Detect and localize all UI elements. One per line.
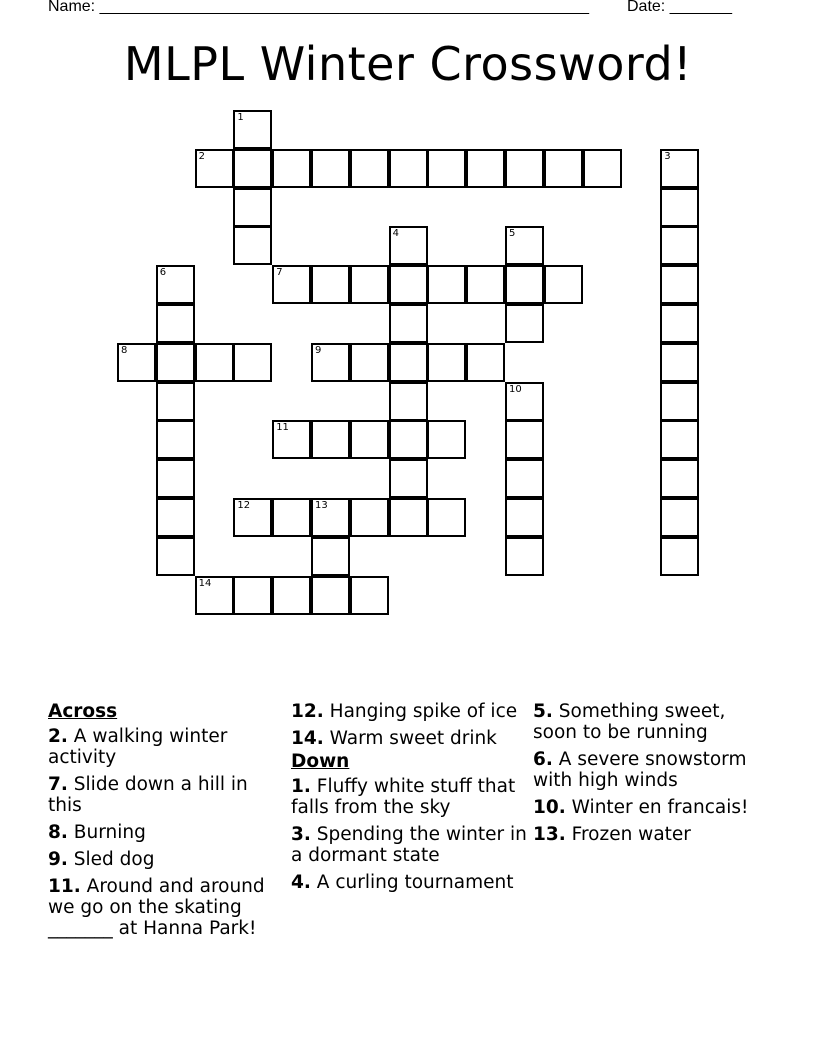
- clue-down-1: [291, 776, 527, 818]
- grid-cell[interactable]: [660, 459, 699, 498]
- grid-cell[interactable]: [505, 226, 544, 265]
- clue-text: A walking winter activity: [48, 726, 228, 768]
- clue-text: Winter en francais!: [571, 797, 749, 818]
- grid-cell[interactable]: [505, 382, 544, 421]
- clue-text: A severe snowstorm with high winds: [533, 749, 747, 791]
- grid-cell[interactable]: [233, 110, 272, 149]
- grid-cell[interactable]: [156, 459, 195, 498]
- grid-cell[interactable]: [311, 420, 350, 459]
- grid-cell[interactable]: [350, 420, 389, 459]
- grid-cell[interactable]: [272, 420, 311, 459]
- clue-number: 3.: [291, 824, 311, 845]
- clue-number: 8.: [48, 822, 68, 843]
- clue-number: 9.: [48, 849, 68, 870]
- grid-cell[interactable]: [233, 149, 272, 188]
- cell-number: 7: [276, 267, 283, 279]
- clue-text: Slide down a hill in this: [48, 774, 248, 816]
- cell-number: 1: [237, 112, 244, 123]
- grid-cell[interactable]: [389, 226, 428, 265]
- grid-cell[interactable]: [350, 498, 389, 537]
- clue-across-8: [48, 822, 284, 843]
- clue-text: Warm sweet drink: [329, 728, 497, 749]
- grid-cell[interactable]: [156, 343, 195, 382]
- clue-down-13: [533, 824, 769, 845]
- grid-cell[interactable]: [350, 149, 389, 188]
- grid-cell[interactable]: [311, 149, 350, 188]
- grid-cell[interactable]: [272, 265, 311, 304]
- grid-cell[interactable]: [660, 498, 699, 537]
- grid-cell[interactable]: [233, 576, 272, 615]
- grid-cell[interactable]: [660, 420, 699, 459]
- grid-cell[interactable]: [195, 576, 234, 615]
- grid-cell[interactable]: [544, 149, 583, 188]
- grid-cell[interactable]: [466, 265, 505, 304]
- clue-text: Frozen water: [571, 824, 691, 845]
- grid-cell[interactable]: [233, 343, 272, 382]
- date-field[interactable]: Date: _______: [627, 0, 732, 15]
- clue-text: Fluffy white stuff that falls from the sky: [291, 776, 516, 818]
- grid-cell[interactable]: [156, 265, 195, 304]
- clue-number: 10.: [533, 797, 566, 818]
- grid-cell[interactable]: [544, 265, 583, 304]
- grid-cell[interactable]: [660, 149, 699, 188]
- grid-cell[interactable]: [660, 382, 699, 421]
- clue-down-4: [291, 872, 527, 893]
- across-heading: Across: [48, 701, 118, 722]
- cell-number: 5: [509, 228, 516, 240]
- clue-text: Burning: [73, 822, 146, 843]
- grid-cell[interactable]: [427, 265, 466, 304]
- grid-cell[interactable]: [427, 420, 466, 459]
- clues-column-1: [48, 701, 284, 945]
- grid-cell[interactable]: [660, 343, 699, 382]
- grid-cell[interactable]: [389, 265, 428, 304]
- clue-number: 11.: [48, 876, 81, 897]
- clue-text: Spending the winter in a dormant state: [291, 824, 527, 866]
- grid-cell[interactable]: [156, 420, 195, 459]
- grid-cell[interactable]: [505, 265, 544, 304]
- clue-number: 6.: [533, 749, 553, 770]
- page-title: MLPL Winter Crossword!: [123, 37, 693, 91]
- cell-number: 10: [509, 383, 522, 395]
- cell-number: 8: [121, 344, 128, 356]
- cell-number: 6: [159, 267, 167, 279]
- clue-number: 4.: [291, 872, 311, 893]
- grid-cell[interactable]: [350, 343, 389, 382]
- grid-cell[interactable]: [427, 149, 466, 188]
- grid-cell[interactable]: [660, 226, 699, 265]
- cell-number: 4: [392, 228, 399, 240]
- grid-cell[interactable]: [389, 343, 428, 382]
- grid-cell[interactable]: [311, 265, 350, 304]
- grid-cell[interactable]: [389, 498, 428, 537]
- clue-across-14: [291, 728, 527, 749]
- grid-cell[interactable]: [505, 420, 544, 459]
- grid-cell[interactable]: [156, 304, 195, 343]
- grid-cell[interactable]: [156, 498, 195, 537]
- clue-across-12: [291, 701, 527, 722]
- grid-cell[interactable]: [311, 498, 350, 537]
- clue-number: 13.: [533, 824, 566, 845]
- cell-number: 3: [664, 150, 671, 162]
- clue-down-3: [291, 824, 527, 866]
- clue-number: 2.: [48, 726, 68, 747]
- grid-cell[interactable]: [156, 382, 195, 421]
- grid-cell[interactable]: [195, 343, 234, 382]
- name-field[interactable]: Name: _______________________________________________________: [48, 0, 589, 15]
- grid-cell[interactable]: [389, 420, 428, 459]
- grid-cell[interactable]: [272, 149, 311, 188]
- grid-cell[interactable]: [117, 343, 156, 382]
- clue-down-5: [533, 701, 769, 743]
- clue-text: Something sweet, soon to be running: [533, 701, 726, 743]
- grid-cell[interactable]: [466, 343, 505, 382]
- clue-number: 12.: [291, 701, 324, 722]
- grid-cell[interactable]: [233, 188, 272, 227]
- grid-cell[interactable]: [311, 343, 350, 382]
- grid-cell[interactable]: [505, 537, 544, 576]
- clue-text: A curling tournament: [316, 872, 514, 893]
- grid-cell[interactable]: [272, 576, 311, 615]
- grid-cell[interactable]: [389, 382, 428, 421]
- clue-down-6: [533, 749, 769, 791]
- grid-cell[interactable]: [233, 498, 272, 537]
- cell-number: 12: [237, 500, 251, 511]
- grid-cell[interactable]: [427, 343, 466, 382]
- clue-across-7: [48, 774, 284, 816]
- clue-number: 1.: [291, 776, 311, 797]
- grid-cell[interactable]: [583, 149, 622, 188]
- clue-across-11: [48, 876, 284, 939]
- grid-cell[interactable]: [660, 265, 699, 304]
- grid-cell[interactable]: [156, 537, 195, 576]
- grid-cell[interactable]: [505, 498, 544, 537]
- cell-number: 11: [276, 422, 289, 434]
- clue-number: 14.: [291, 728, 324, 749]
- grid-cell[interactable]: [466, 149, 505, 188]
- grid-cell[interactable]: [311, 576, 350, 615]
- grid-cell[interactable]: [233, 226, 272, 265]
- grid-cell[interactable]: [389, 459, 428, 498]
- clue-down-10: [533, 797, 769, 818]
- clues-column-2: [291, 701, 527, 899]
- clue-text: Around and around we go on the skating _______ at Hanna Park!: [48, 876, 265, 939]
- grid-cell[interactable]: [272, 498, 311, 537]
- cell-number: 14: [198, 577, 212, 589]
- clue-across-9: [48, 849, 284, 870]
- cell-number: 13: [315, 500, 328, 511]
- grid-cell[interactable]: [350, 265, 389, 304]
- clue-text: Hanging spike of ice: [329, 701, 518, 722]
- grid-cell[interactable]: [389, 304, 428, 343]
- down-heading: Down: [291, 751, 350, 772]
- grid-cell[interactable]: [505, 304, 544, 343]
- grid-cell[interactable]: [660, 304, 699, 343]
- grid-cell[interactable]: [660, 537, 699, 576]
- clue-across-2: [48, 726, 284, 768]
- grid-cell[interactable]: [195, 149, 234, 188]
- grid-cell[interactable]: [311, 537, 350, 576]
- grid-cell[interactable]: [505, 459, 544, 498]
- clue-text: Sled dog: [73, 849, 155, 870]
- grid-cell[interactable]: [427, 498, 466, 537]
- clues-column-3: [533, 701, 769, 851]
- cell-number: 2: [198, 150, 205, 162]
- grid-cell[interactable]: [505, 149, 544, 188]
- grid-cell[interactable]: [660, 188, 699, 227]
- grid-cell[interactable]: [389, 149, 428, 188]
- clue-number: 5.: [533, 701, 553, 722]
- cell-number: 9: [315, 344, 322, 356]
- grid-cell[interactable]: [350, 576, 389, 615]
- clue-number: 7.: [48, 774, 68, 795]
